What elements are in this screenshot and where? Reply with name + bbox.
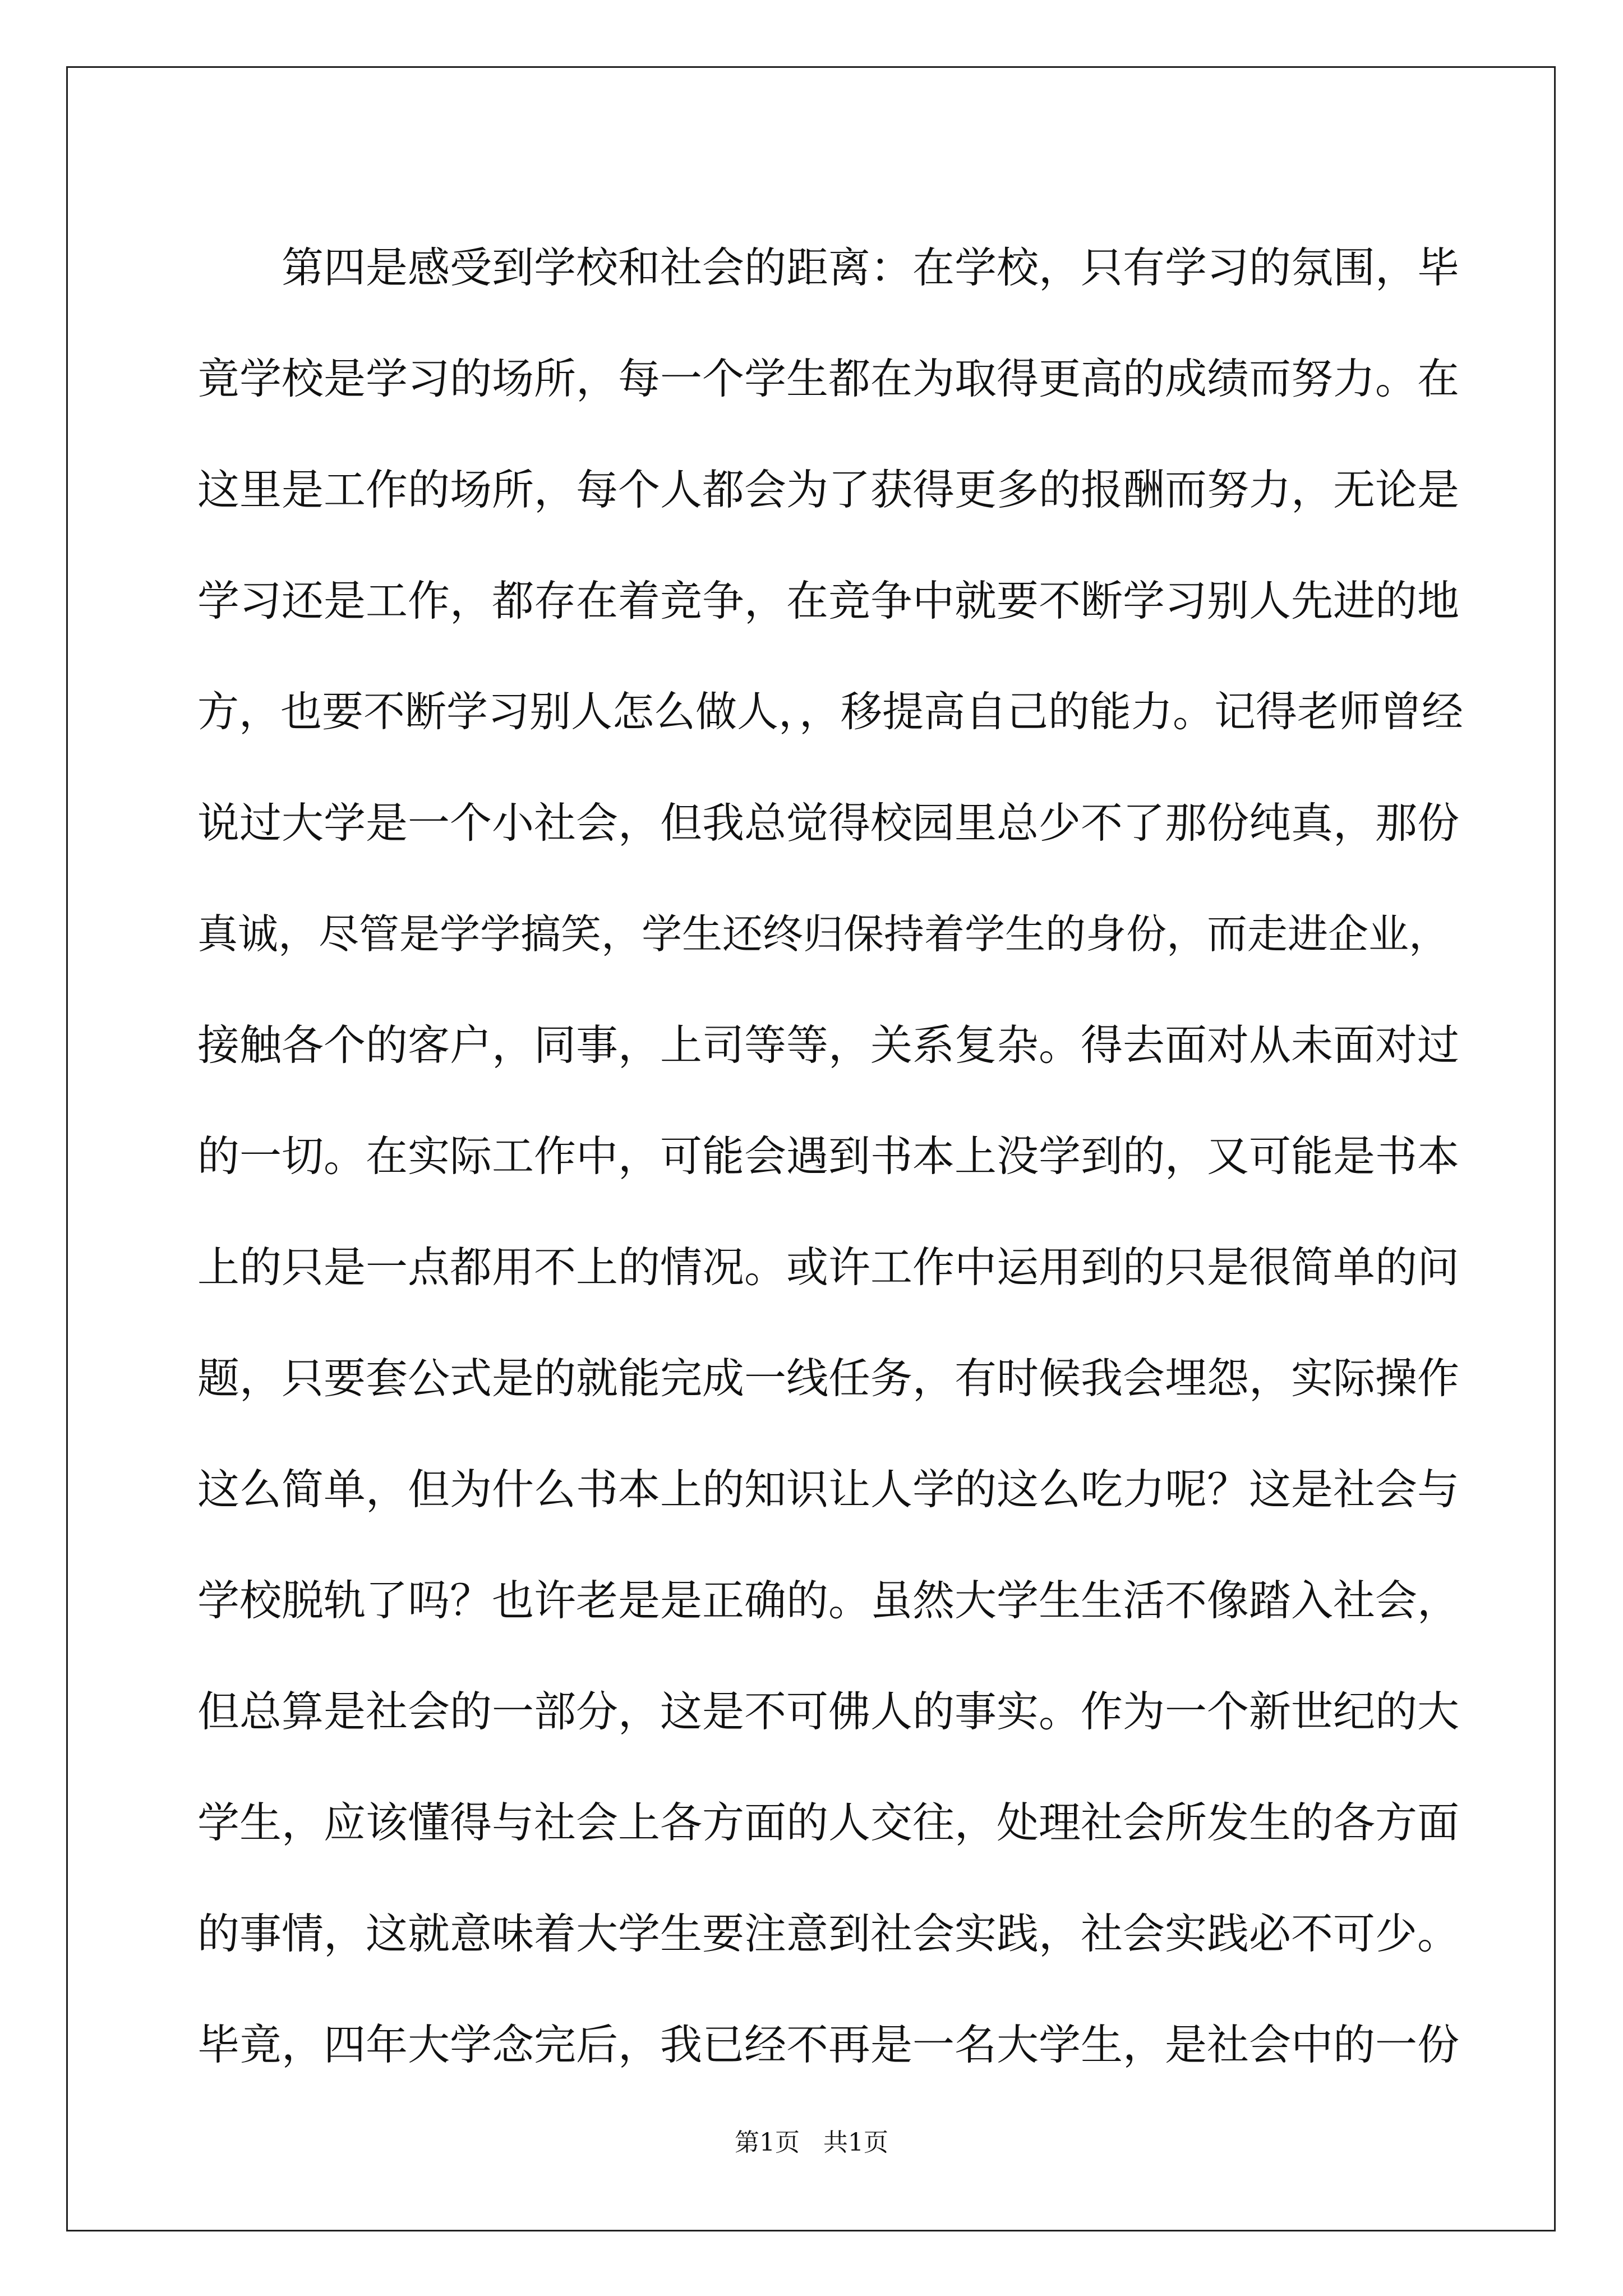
text-line: 的事情，这就意味着大学生要注意到社会实践，社会实践必不可少。: [197, 1909, 1460, 1958]
text-line: 竟学校是学习的场所，每一个学生都在为取得更高的成绩而努力。在: [197, 354, 1460, 403]
page-number-footer: 第1页 共1页: [735, 2128, 888, 2157]
text-line: 说过大学是一个小社会，但我总觉得校园里总少不了那份纯真，那份: [197, 798, 1460, 848]
text-line: 上的只是一点都用不上的情况。或许工作中运用到的只是很简单的问: [197, 1243, 1460, 1292]
text-line: 题，只要套公式是的就能完成一线任务，有时候我会埋怨，实际操作: [197, 1354, 1460, 1403]
text-line: 但总算是社会的一部分，这是不可佛人的事实。作为一个新世纪的大: [197, 1687, 1460, 1736]
text-line: 学习还是工作，都存在着竞争，在竞争中就要不断学习别人先进的地: [197, 576, 1460, 625]
text-line: 方，也要不断学习别人怎么做人，，移提高自己的能力。记得老师曾经: [197, 688, 1463, 736]
text-line: 接触各个的客户，同事，上司等等，关系复杂。得去面对从未面对过: [197, 1020, 1460, 1070]
text-line: 这么简单，但为什么书本上的知识让人学的这么吃力呢？这是社会与: [197, 1465, 1460, 1514]
text-line: 真诚，尽管是学学搞笑，学生还终归保持着学生的身份，而走进企业，: [197, 910, 1450, 958]
body-paragraph: [197, 212, 1465, 2100]
text-line: 第四是感受到学校和社会的距离：在学校，只有学习的氛围，毕: [282, 243, 1460, 292]
text-line: 毕竟，四年大学念完后，我已经不再是一名大学生，是社会中的一份: [197, 2020, 1460, 2069]
text-line: 学生，应该懂得与社会上各方面的人交往，处理社会所发生的各方面: [197, 1798, 1460, 1847]
text-line: 的一切。在实际工作中，可能会遇到书本上没学到的，又可能是书本: [197, 1131, 1460, 1181]
text-line: 学校脱轨了吗？也许老是是正确的。虽然大学生生活不像踏入社会，: [197, 1576, 1460, 1625]
text-line: 这里是工作的场所，每个人都会为了获得更多的报酬而努力，无论是: [197, 465, 1460, 514]
